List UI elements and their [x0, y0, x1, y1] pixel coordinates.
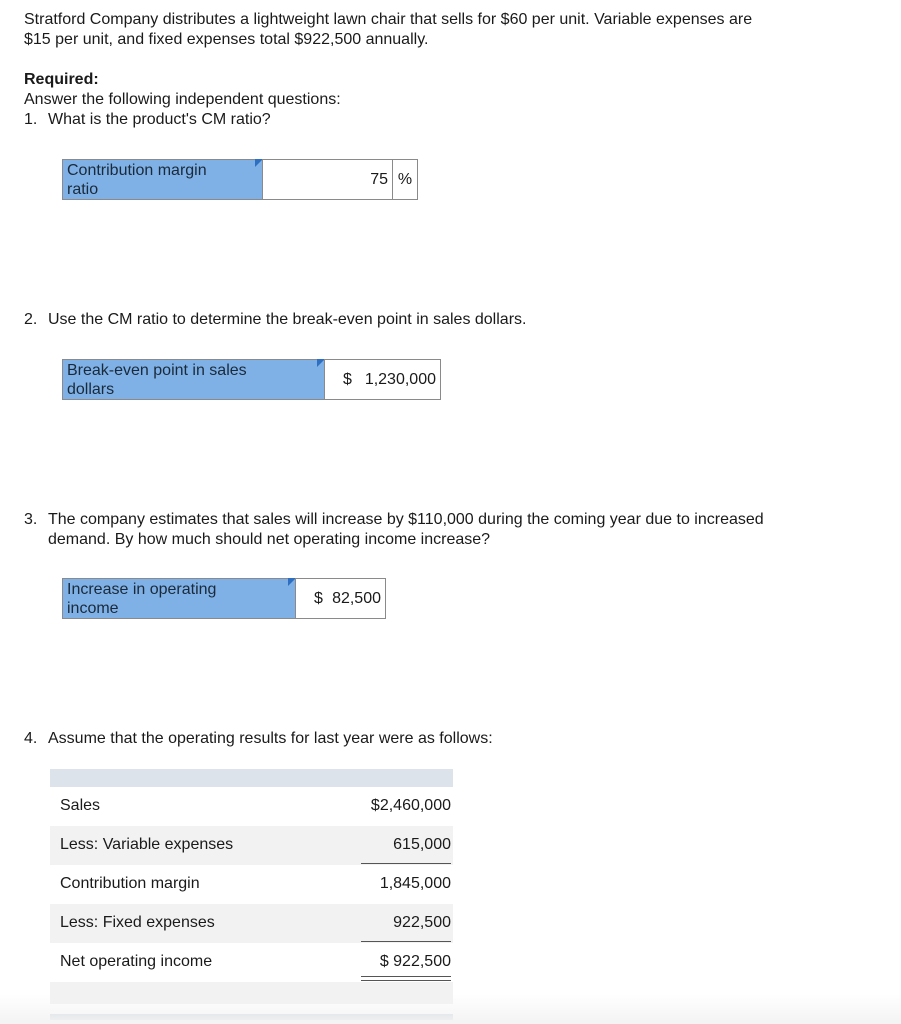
required-heading: Required:: [24, 71, 99, 88]
row-label: Sales: [60, 797, 101, 814]
question-3: [24, 510, 764, 550]
break-even-input[interactable]: [324, 359, 441, 400]
percent-unit: %: [392, 160, 417, 199]
table-row: [50, 787, 453, 826]
currency-symbol: $: [314, 589, 323, 607]
intro-line-1: Stratford Company distributes a lightweight lawn chair that sells for $60 per unit. Variable expenses are: [24, 11, 753, 28]
cm-ratio-label-line2: ratio: [67, 181, 99, 198]
cm-ratio-label: [62, 159, 263, 200]
question-1: [24, 110, 271, 130]
cm-ratio-value: 75: [370, 170, 388, 188]
question-1-text: What is the product's CM ratio?: [48, 111, 271, 128]
row-label: Contribution margin: [60, 875, 200, 892]
cm-ratio-label-line1: Contribution margin: [67, 162, 207, 179]
row-label: Net operating income: [60, 953, 213, 970]
intro-line-2: $15 per unit, and fixed expenses total $922,500 annually.: [24, 31, 429, 48]
row-amount: $2,460,000: [370, 797, 451, 814]
break-even-label: [62, 359, 325, 400]
required-text: Answer the following independent questions:: [24, 91, 341, 108]
question-2-number: 2.: [24, 311, 38, 328]
question-4-number: 4.: [24, 730, 38, 747]
question-4-text: Assume that the operating results for last year were as follows:: [48, 730, 493, 747]
table-header: [50, 769, 453, 787]
currency-symbol: $: [343, 370, 352, 388]
question-3-number: 3.: [24, 511, 38, 528]
increase-value: 82,500: [332, 589, 381, 607]
question-1-number: 1.: [24, 111, 38, 128]
row-amount: $ 922,500: [361, 953, 451, 971]
operating-income-increase-input[interactable]: [295, 578, 386, 619]
row-amount: 615,000: [361, 836, 451, 854]
break-even-label-line1: Break-even point in sales: [67, 362, 247, 379]
question-3-text-line1: The company estimates that sales will increase by $110,000 during the coming year due to increased: [48, 511, 764, 528]
row-amount: 1,845,000: [379, 875, 451, 892]
table-row: [50, 826, 453, 865]
table-row: [50, 904, 453, 943]
question-4: [24, 729, 493, 749]
break-even-value: 1,230,000: [364, 370, 436, 388]
increase-label-line1: Increase in operating: [67, 581, 217, 598]
question-2: [24, 310, 526, 330]
row-label: Less: Variable expenses: [60, 836, 234, 853]
row-label: Less: Fixed expenses: [60, 914, 215, 931]
operating-income-increase-label: [62, 578, 296, 619]
income-statement-table: [50, 769, 453, 1020]
increase-label-line2: income: [67, 600, 119, 617]
bottom-fade: [0, 994, 901, 1024]
question-3-text-line2: demand. By how much should net operating income increase?: [48, 531, 491, 548]
row-amount: 922,500: [361, 914, 451, 932]
table-row: [50, 865, 453, 904]
problem-intro: [24, 10, 884, 50]
break-even-label-line2: dollars: [67, 381, 115, 398]
cm-ratio-input[interactable]: [262, 159, 418, 200]
question-2-text: Use the CM ratio to determine the break-even point in sales dollars.: [48, 311, 527, 328]
table-row: [50, 943, 453, 982]
